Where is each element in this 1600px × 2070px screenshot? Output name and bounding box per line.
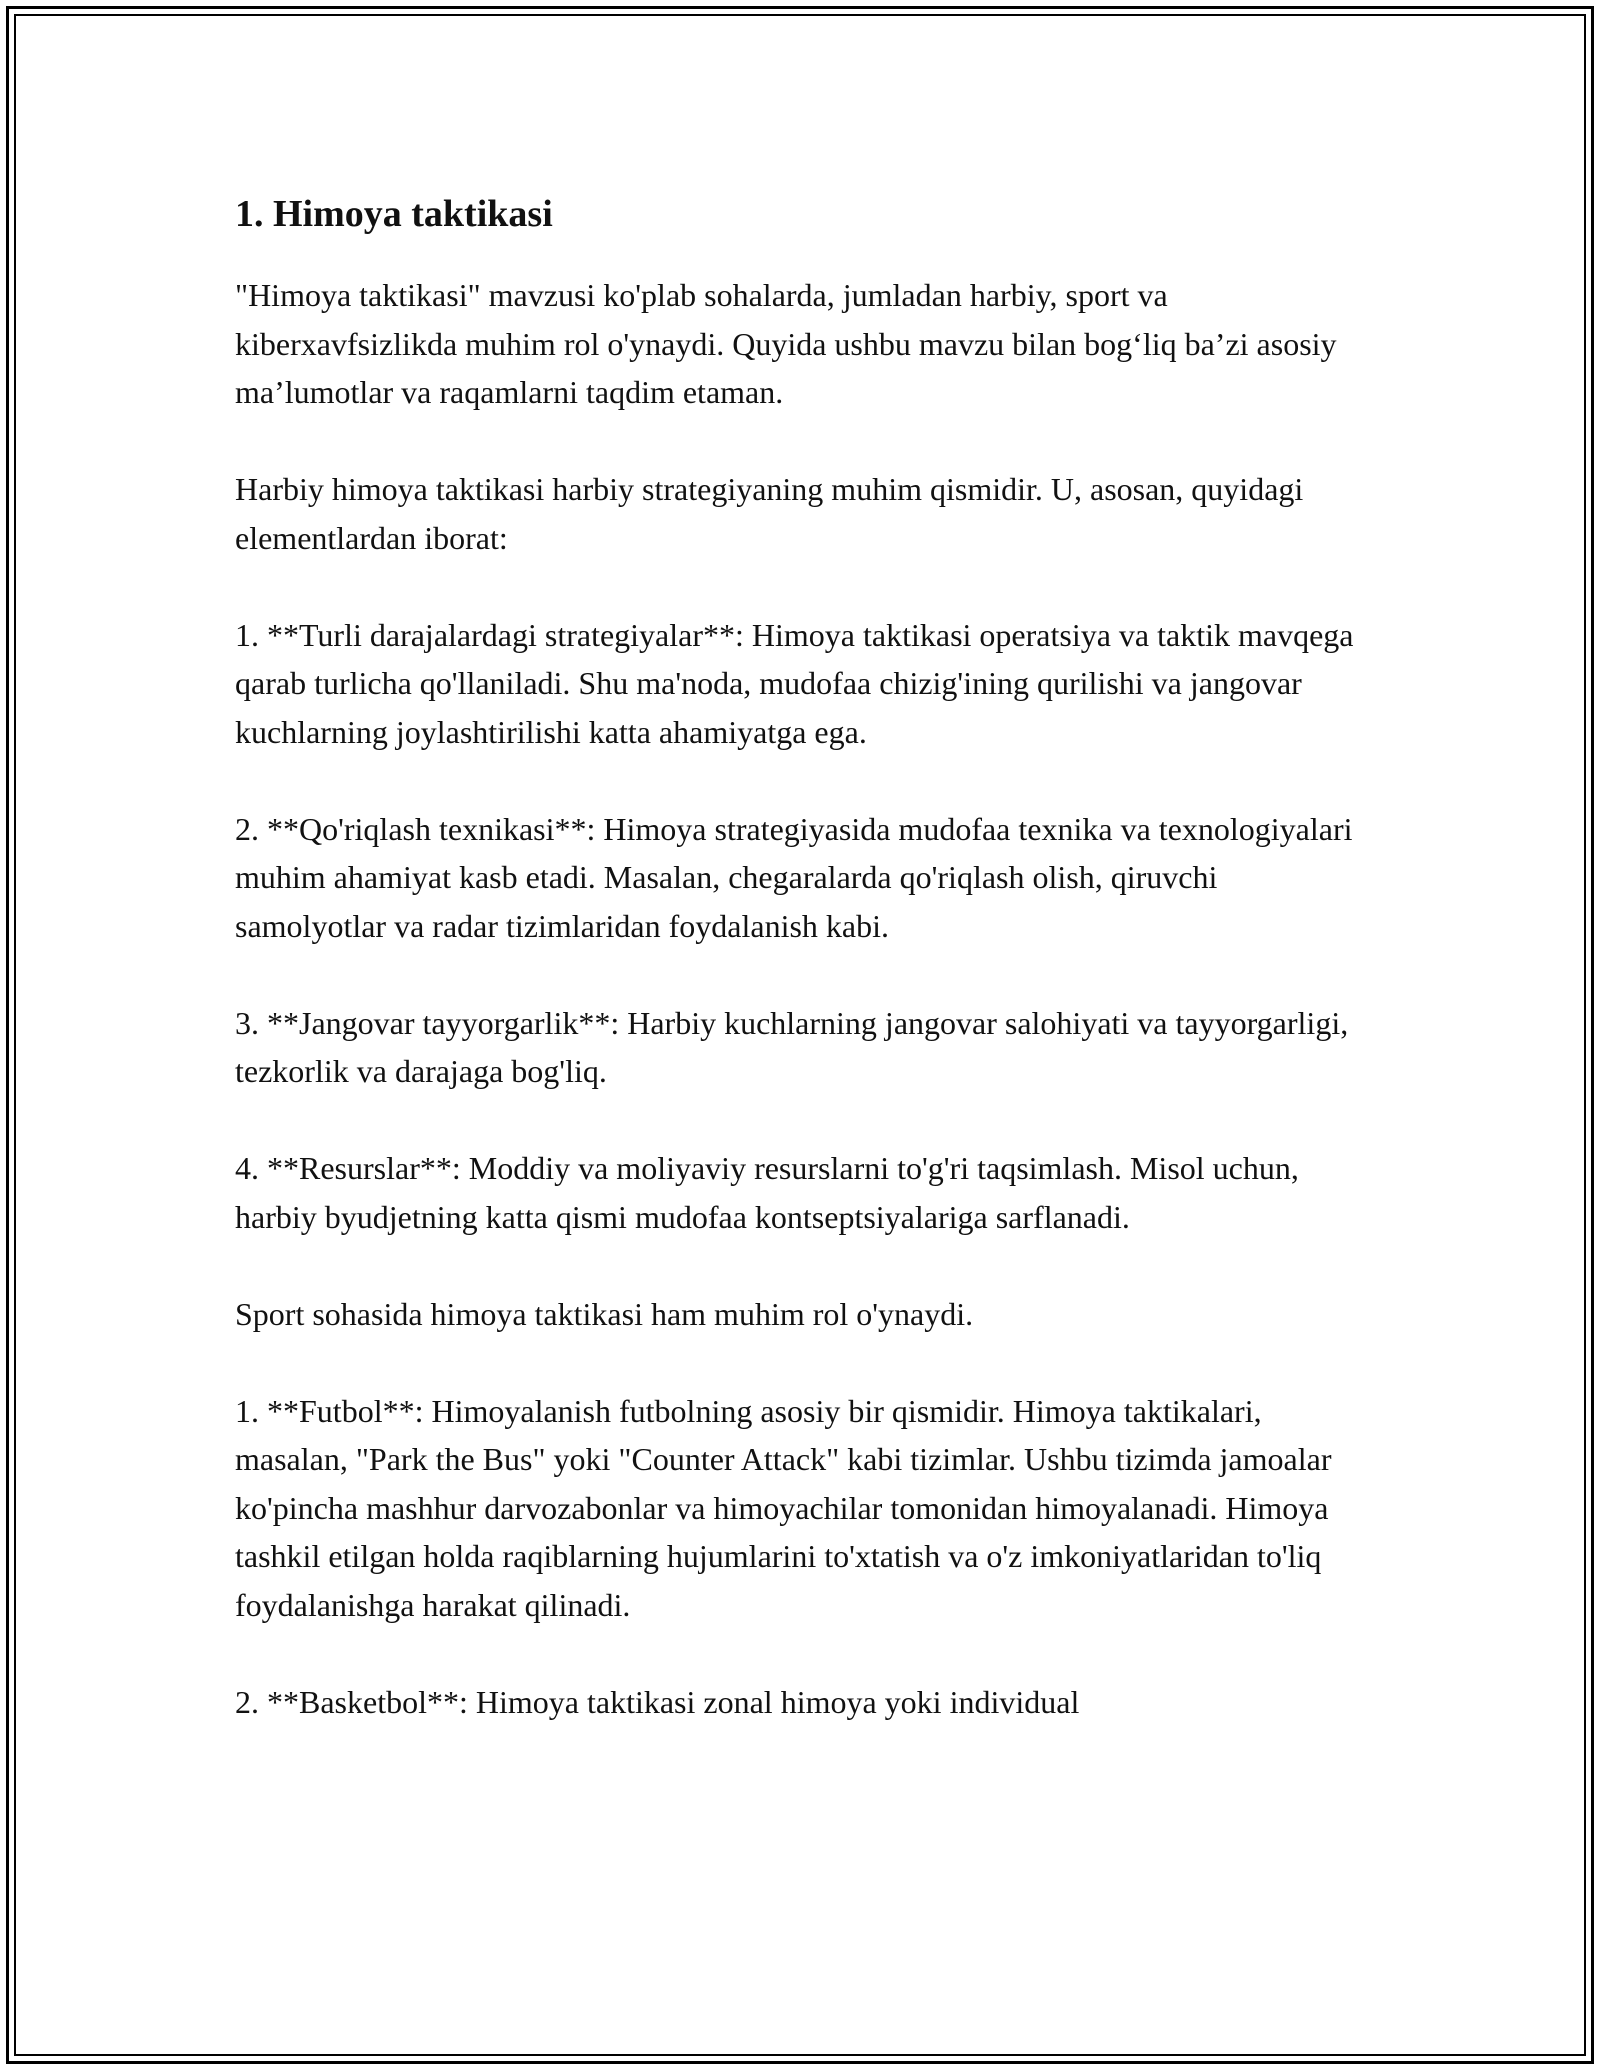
paragraph-basketball: 2. **Basketbol**: Himoya taktikasi zonal himoya yoki individual bbox=[235, 1683, 1080, 1720]
paragraph-strategies: 1. **Turli darajalardagi strategiyalar**: Himoya taktikasi operatsiya va taktik mavqega qarab turlicha qo'llaniladi. Shu ma'noda, mudofaa chizig'ining qurilishi va jangovar kuchlarning joylashtirilishi katta ahamiyatga ega. bbox=[235, 616, 1354, 750]
paragraph-combat-readiness: 3. **Jangovar tayyorgarlik**: Harbiy kuchlarning jangovar salohiyati va tayyorgarligi, tezkorlik va darajaga bog'liq. bbox=[235, 1004, 1349, 1089]
paragraph-sport-overview: Sport sohasida himoya taktikasi ham muhim rol o'ynaydi. bbox=[235, 1295, 974, 1332]
paragraph-football: 1. **Futbol**: Himoyalanish futbolning asosiy bir qismidir. Himoya taktikalari, masalan, "Park the Bus" yoki "Counter Attack" kabi tizimlar. Ushbu tizimda jamoalar ko'pincha mashhur darvozabonlar va himoyachilar tomonidan himoyalanadi. Himoya tashkil etilgan holda raqiblarning hujumlarini to'xtatish va o'z imkoniyatlaridan to'liq foydalanishga harakat qilinadi. bbox=[235, 1392, 1332, 1623]
paragraph-guard-technology: 2. **Qo'riqlash texnikasi**: Himoya strategiyasida mudofaa texnika va texnologiyalari muhim ahamiyat kasb etadi. Masalan, chegaralarda qo'riqlash olish, qiruvchi samolyotlar va radar tizimlaridan foydalanish kabi. bbox=[235, 810, 1353, 944]
paragraph-resources: 4. **Resurslar**: Moddiy va moliyaviy resurslarni to'g'ri taqsimlash. Misol uchun, harbiy byudjetning katta qismi mudofaa kontseptsiyalariga sarflanadi. bbox=[235, 1150, 1299, 1235]
document-body bbox=[235, 183, 1370, 1775]
paragraph-intro: "Himoya taktikasi" mavzusi ko'plab sohalarda, jumladan harbiy, sport va kiberxavfsizlikda muhim rol o'ynaydi. Quyida ushbu mavzu bilan bog‘liq ba’zi asosiy ma’lumotlar va raqamlarni taqdim etaman. bbox=[235, 277, 1337, 410]
paragraph-military-overview: Harbiy himoya taktikasi harbiy strategiyaning muhim qismidir. U, asosan, quyidagi elementlardan iborat: bbox=[235, 471, 1304, 556]
document-title: 1. Himoya taktikasi bbox=[235, 193, 553, 235]
